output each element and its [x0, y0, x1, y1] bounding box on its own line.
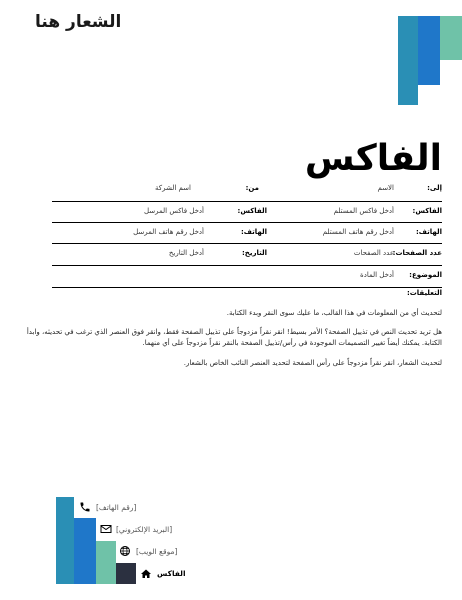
- subject-value[interactable]: أدخل المادة: [360, 271, 394, 279]
- phone-to-value[interactable]: أدخل رقم هاتف المستلم: [322, 228, 394, 236]
- footer-website[interactable]: [موقع الويب]: [136, 547, 178, 556]
- body-paragraph-3[interactable]: لتحديث الشعار، انقر نقراً مزدوجاً على رأس الصفحة لتحديد العنصر النائب الخاص بالشعار.: [183, 359, 442, 367]
- header-bar-teal: [398, 16, 418, 105]
- footer-bar-teal: [56, 497, 74, 584]
- globe-icon: [119, 545, 131, 557]
- logo-placeholder[interactable]: الشعار هنا: [35, 12, 122, 32]
- to-value[interactable]: الاسم: [377, 184, 394, 192]
- footer-fax[interactable]: الفاكس: [157, 569, 186, 578]
- phone-to-label: الهاتف:: [415, 228, 442, 236]
- footer-phone[interactable]: [رقم الهاتف]: [96, 503, 137, 512]
- divider: [52, 243, 442, 244]
- to-label: إلى:: [427, 184, 442, 192]
- fax-from-value[interactable]: أدخل فاكس المرسل: [143, 207, 204, 215]
- comments-label: التعليقات:: [406, 289, 442, 297]
- pages-label: عدد الصفحات:: [392, 249, 442, 257]
- subject-label: الموضوع:: [409, 271, 442, 279]
- from-label: من:: [245, 184, 259, 192]
- home-icon: [140, 568, 152, 580]
- footer-bar-blue: [74, 518, 96, 584]
- pages-value[interactable]: عدد الصفحات: [353, 249, 394, 257]
- page-title: الفاكس: [304, 138, 442, 179]
- phone-from-value[interactable]: أدخل رقم هاتف المرسل: [133, 228, 204, 236]
- date-label: التاريخ:: [241, 249, 267, 257]
- from-value[interactable]: اسم الشركة: [155, 184, 191, 192]
- phone-icon: [79, 501, 91, 513]
- header-bar-mint: [440, 16, 462, 60]
- fax-from-label: الفاكس:: [237, 207, 267, 215]
- fax-to-value[interactable]: أدخل فاكس المستلم: [333, 207, 394, 215]
- divider: [52, 201, 442, 202]
- fax-to-label: الفاكس:: [412, 207, 442, 215]
- body-paragraph-2[interactable]: هل تريد تحديث النص في تذييل الصفحة؟ الأمر بسيط! انقر نقراً مزدوجاً على تذييل الصفحة فقط، وانقر فوق العنصر الذي ترغب في تحديثه، وابدأ الكتابة. يمكنك أيضاً تغيير التصميمات الموجودة في رأس/تذييل الصفحة بالنقر نقراً مزدوجاً على أي منهما.: [26, 328, 442, 347]
- footer-bar-mint: [96, 541, 116, 584]
- footer-bar-navy: [116, 563, 136, 584]
- divider: [52, 287, 442, 288]
- phone-from-label: الهاتف:: [240, 228, 267, 236]
- footer-email[interactable]: [البريد الإلكتروني]: [116, 525, 173, 534]
- header-bar-blue: [418, 16, 440, 85]
- body-paragraph-1[interactable]: لتحديث أي من المعلومات في هذا القالب، ما عليك سوى النقر وبدء الكتابة.: [226, 309, 442, 317]
- divider: [52, 265, 442, 266]
- divider: [52, 222, 442, 223]
- date-value[interactable]: أدخل التاريخ: [168, 249, 204, 257]
- envelope-icon: [100, 523, 112, 535]
